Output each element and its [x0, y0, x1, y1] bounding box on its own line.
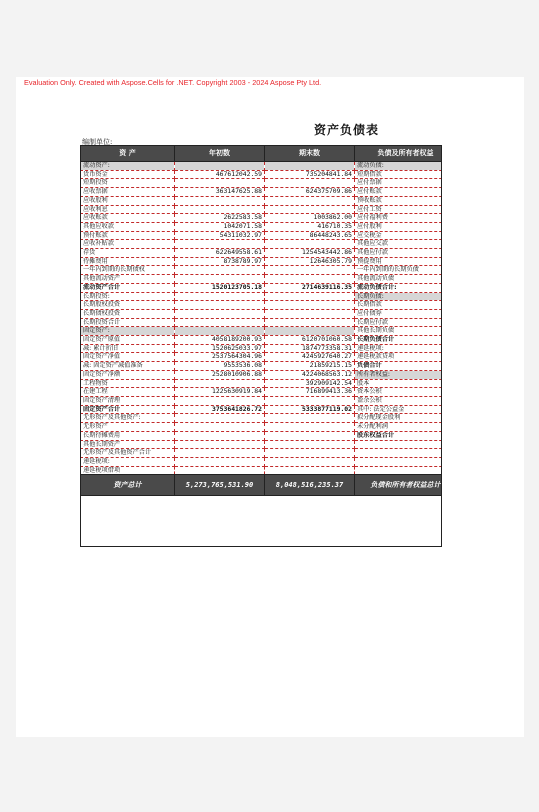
opening-value-cell: 8738789.97 — [175, 257, 265, 266]
opening-value-cell — [175, 466, 265, 475]
opening-value-cell: 1042071.58 — [175, 222, 265, 231]
table-row — [81, 466, 443, 475]
table-row — [81, 440, 443, 449]
table-row — [81, 344, 443, 353]
liability-label-cell: 预提费用 — [355, 257, 443, 266]
table-row — [81, 423, 443, 432]
row-label-cell: 一年内到期的长期债权 — [81, 266, 175, 275]
table-row — [81, 292, 443, 301]
closing-value-cell: 4245927640.27 — [265, 353, 355, 362]
opening-value-cell: 54311032.97 — [175, 231, 265, 240]
row-label-cell: 固定资产净值 — [81, 353, 175, 362]
table-row — [81, 370, 443, 379]
closing-value-cell: 735204841.84 — [265, 170, 355, 179]
opening-value-cell — [175, 309, 265, 318]
liability-label-cell: 应付债券 — [355, 309, 443, 318]
table-row — [81, 327, 443, 336]
row-label-cell: 固定资产净额 — [81, 370, 175, 379]
closing-value-cell — [265, 240, 355, 249]
row-label-cell: 减: 累计折旧 — [81, 344, 175, 353]
page-title: 资产负债表 — [314, 123, 380, 137]
liability-label-cell: 股东权益合计 — [355, 431, 443, 440]
table-row — [81, 170, 443, 179]
row-label-cell: 无形资产 — [81, 423, 175, 432]
table-row — [81, 405, 443, 414]
closing-value-cell — [265, 301, 355, 310]
liability-label-cell: 长期应付款 — [355, 318, 443, 327]
row-label-cell: 无形资产及其他资产合计 — [81, 449, 175, 458]
liability-label-cell: 递延税款贷项 — [355, 353, 443, 362]
closing-value-cell — [265, 327, 355, 336]
closing-value-cell: 4224068563.12 — [265, 370, 355, 379]
unit-label: 编制单位: — [82, 138, 113, 146]
closing-value-cell: 624375709.86 — [265, 188, 355, 197]
row-label-cell: 应收补贴款 — [81, 240, 175, 249]
liability-label-cell: 其他长期负债 — [355, 327, 443, 336]
row-label-cell: 递延税项: — [81, 457, 175, 466]
total-liabilities-label: 负债和所有者权益总计 — [355, 475, 443, 496]
closing-value-cell — [265, 449, 355, 458]
liability-label-cell: 短期借款 — [355, 170, 443, 179]
row-label-cell: 预付账款 — [81, 231, 175, 240]
liability-label-cell — [355, 466, 443, 475]
opening-value-cell — [175, 301, 265, 310]
opening-value-cell — [175, 414, 265, 423]
liability-label-cell: 预收账款 — [355, 196, 443, 205]
row-label-cell: 流动资产: — [81, 162, 175, 171]
row-label-cell: 短期投资 — [81, 179, 175, 188]
liability-label-cell — [355, 457, 443, 466]
header-cell: 资 产 — [81, 146, 175, 162]
liability-label-cell: 负债合计 — [355, 362, 443, 371]
row-label-cell: 其他流动资产 — [81, 275, 175, 284]
liability-label-cell: 长期负债合计 — [355, 336, 443, 345]
closing-value-cell: 1254543442.86 — [265, 249, 355, 258]
total-opening-value: 5,273,765,531.90 — [175, 475, 265, 496]
closing-value-cell: 12646305.79 — [265, 257, 355, 266]
table-row — [81, 266, 443, 275]
closing-value-cell — [265, 457, 355, 466]
table-row — [81, 283, 443, 292]
opening-value-cell — [175, 162, 265, 171]
opening-value-cell: 9553536.08 — [175, 362, 265, 371]
row-label-cell: 待摊费用 — [81, 257, 175, 266]
liability-label-cell — [355, 449, 443, 458]
table-row — [81, 214, 443, 223]
closing-value-cell: 86448243.65 — [265, 231, 355, 240]
liability-label-cell: 未分配利润 — [355, 423, 443, 432]
table-row — [81, 249, 443, 258]
liability-label-cell: 一年内到期的长期负债 — [355, 266, 443, 275]
table-row — [81, 309, 443, 318]
closing-value-cell — [265, 414, 355, 423]
closing-value-cell — [265, 266, 355, 275]
row-label-cell: 应收股利 — [81, 196, 175, 205]
opening-value-cell — [175, 205, 265, 214]
liability-label-cell: 流动负债: — [355, 162, 443, 171]
opening-value-cell: 2528010906.88 — [175, 370, 265, 379]
opening-value-cell: 3753641826.72 — [175, 405, 265, 414]
opening-value-cell: 1520625033.97 — [175, 344, 265, 353]
opening-value-cell — [175, 196, 265, 205]
table-row — [81, 388, 443, 397]
closing-value-cell: 5333877119.02 — [265, 405, 355, 414]
liability-label-cell: 递延税项: — [355, 344, 443, 353]
opening-value-cell — [175, 431, 265, 440]
table-row — [81, 222, 443, 231]
closing-value-cell: 416710.35 — [265, 222, 355, 231]
row-label-cell: 货币资金 — [81, 170, 175, 179]
table-row — [81, 240, 443, 249]
opening-value-cell: 467612042.59 — [175, 170, 265, 179]
table-row — [81, 457, 443, 466]
liability-label-cell: 应付账款 — [355, 188, 443, 197]
total-assets-label: 资产总计 — [81, 475, 175, 496]
table-row — [81, 196, 443, 205]
closing-value-cell — [265, 196, 355, 205]
row-label-cell: 固定资产原值 — [81, 336, 175, 345]
balance-sheet-table-wrap — [80, 145, 442, 547]
table-row — [81, 449, 443, 458]
liability-label-cell: 所有者权益: — [355, 370, 443, 379]
closing-value-cell — [265, 423, 355, 432]
closing-value-cell — [265, 440, 355, 449]
row-label-cell: 长期债权投资 — [81, 309, 175, 318]
header-row — [81, 146, 443, 162]
row-label-cell: 流动资产合计 — [81, 283, 175, 292]
opening-value-cell — [175, 396, 265, 405]
row-label-cell: 固定资产: — [81, 327, 175, 336]
closing-value-cell — [265, 431, 355, 440]
table-row — [81, 301, 443, 310]
table-row — [81, 257, 443, 266]
opening-value-cell — [175, 440, 265, 449]
closing-value-cell: 21859215.15 — [265, 362, 355, 371]
opening-value-cell — [175, 318, 265, 327]
row-label-cell: 固定资产清理 — [81, 396, 175, 405]
row-label-cell: 工程物资 — [81, 379, 175, 388]
table-row — [81, 353, 443, 362]
opening-value-cell — [175, 379, 265, 388]
closing-value-cell: 2714639116.35 — [265, 283, 355, 292]
closing-value-cell: 1874773358.31 — [265, 344, 355, 353]
closing-value-cell — [265, 292, 355, 301]
table-row — [81, 362, 443, 371]
table-row — [81, 188, 443, 197]
liability-label-cell: 其他应付款 — [355, 249, 443, 258]
row-label-cell: 递延税项借项 — [81, 466, 175, 475]
liability-label-cell: 应交税金 — [355, 231, 443, 240]
closing-value-cell: 6120701060.58 — [265, 336, 355, 345]
closing-value-cell: 716899413.36 — [265, 388, 355, 397]
evaluation-watermark: Evaluation Only. Created with Aspose.Cells for .NET. Copyright 2003 - 2024 Aspose Pty Ltd. — [24, 78, 322, 87]
liability-label-cell: 应付福利费 — [355, 214, 443, 223]
row-label-cell: 长期待摊费用 — [81, 431, 175, 440]
closing-value-cell — [265, 466, 355, 475]
opening-value-cell: 2622583.58 — [175, 214, 265, 223]
closing-value-cell — [265, 275, 355, 284]
closing-value-cell — [265, 318, 355, 327]
opening-value-cell — [175, 266, 265, 275]
opening-value-cell — [175, 457, 265, 466]
liability-label-cell: 其他应交款 — [355, 240, 443, 249]
liability-label-cell: 资本公积 — [355, 388, 443, 397]
table-row — [81, 205, 443, 214]
liability-label-cell: 长期借款 — [355, 301, 443, 310]
row-label-cell: 长期股权投资 — [81, 301, 175, 310]
liability-label-cell: 盈余公积 — [355, 396, 443, 405]
opening-value-cell — [175, 240, 265, 249]
opening-value-cell — [175, 179, 265, 188]
table-row — [81, 414, 443, 423]
row-label-cell: 长期投资合计 — [81, 318, 175, 327]
liability-label-cell: 其他流动负债 — [355, 275, 443, 284]
header-cell: 期末数 — [265, 146, 355, 162]
closing-value-cell — [265, 179, 355, 188]
opening-value-cell — [175, 449, 265, 458]
row-label-cell: 应收账款 — [81, 214, 175, 223]
opening-value-cell — [175, 423, 265, 432]
row-label-cell: 在建工程 — [81, 388, 175, 397]
liability-label-cell: 长期负债: — [355, 292, 443, 301]
row-label-cell: 减: 固定资产减值准备 — [81, 362, 175, 371]
liability-label-cell: 应付工资 — [355, 205, 443, 214]
table-row — [81, 431, 443, 440]
table-row — [81, 318, 443, 327]
liability-label-cell: 股本 — [355, 379, 443, 388]
opening-value-cell: 622649558.61 — [175, 249, 265, 258]
opening-value-cell — [175, 292, 265, 301]
opening-value-cell: 1225630919.84 — [175, 388, 265, 397]
row-label-cell: 无形资产及其他资产: — [81, 414, 175, 423]
closing-value-cell — [265, 309, 355, 318]
table-row — [81, 162, 443, 171]
closing-value-cell — [265, 162, 355, 171]
row-label-cell: 存货 — [81, 249, 175, 258]
table-row — [81, 179, 443, 188]
row-label-cell: 长期投资: — [81, 292, 175, 301]
table-row — [81, 336, 443, 345]
closing-value-cell: 392909142.54 — [265, 379, 355, 388]
liability-label-cell: 其中: 法定公益金 — [355, 405, 443, 414]
balance-sheet-table — [80, 145, 442, 496]
closing-value-cell — [265, 396, 355, 405]
opening-value-cell — [175, 327, 265, 336]
opening-value-cell: 363147625.88 — [175, 188, 265, 197]
row-label-cell: 其他长期资产 — [81, 440, 175, 449]
opening-value-cell: 2537564304.96 — [175, 353, 265, 362]
liability-label-cell: 应付票据 — [355, 179, 443, 188]
header-cell: 负债及所有者权益 — [355, 146, 443, 162]
total-closing-value: 8,048,516,235.37 — [265, 475, 355, 496]
row-label-cell: 应收利息 — [81, 205, 175, 214]
row-label-cell: 固定资产合计 — [81, 405, 175, 414]
table-row — [81, 275, 443, 284]
opening-value-cell: 4058189200.93 — [175, 336, 265, 345]
row-label-cell: 其他应收款 — [81, 222, 175, 231]
row-label-cell: 应收票据 — [81, 188, 175, 197]
liability-label-cell: 拟分配现金股利 — [355, 414, 443, 423]
table-row — [81, 231, 443, 240]
table-row — [81, 396, 443, 405]
liability-label-cell — [355, 440, 443, 449]
header-cell: 年初数 — [175, 146, 265, 162]
closing-value-cell: 1003862.00 — [265, 214, 355, 223]
total-row — [81, 475, 443, 496]
opening-value-cell: 1520123705.18 — [175, 283, 265, 292]
liability-label-cell: 应付股利 — [355, 222, 443, 231]
table-row — [81, 379, 443, 388]
liability-label-cell: 流动负债合计: — [355, 283, 443, 292]
opening-value-cell — [175, 275, 265, 284]
closing-value-cell — [265, 205, 355, 214]
